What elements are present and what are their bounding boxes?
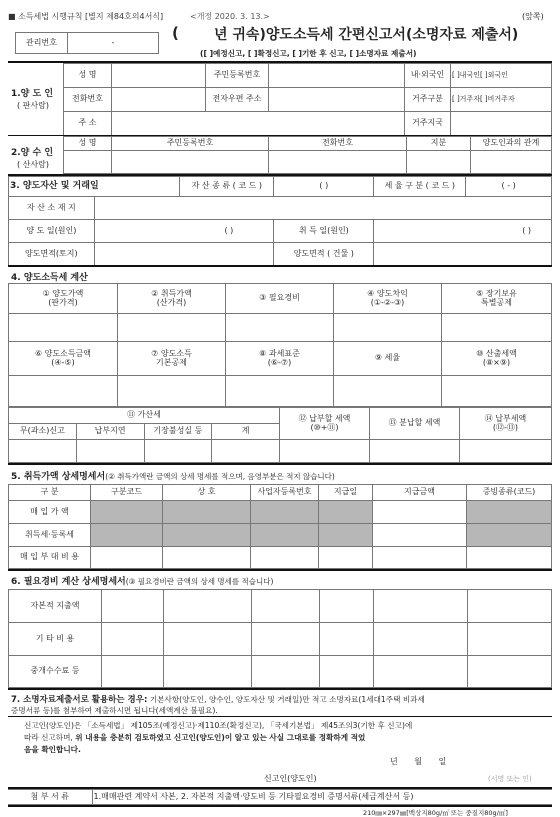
title-open-paren: (	[172, 24, 179, 42]
s3-asset-type-label: 자 산 종 류 ( 코 드 )	[180, 177, 274, 197]
s5-shade	[91, 524, 163, 547]
s4-addtax-in-1[interactable]	[9, 440, 77, 463]
s2-relation-input[interactable]	[471, 151, 552, 174]
s1-rrn-input[interactable]	[269, 64, 405, 88]
s5-input[interactable]	[91, 547, 163, 569]
s2-title: 2.양 수 인	[11, 148, 54, 158]
s1-phone-label: 전화번호	[64, 88, 112, 112]
s6-input[interactable]	[102, 590, 164, 623]
s5-col-company: 상 호	[163, 485, 251, 501]
s3-tax-type-input[interactable]: ( - )	[466, 177, 552, 197]
attach-text: 1.매매관련 계약서 사본, 2. 자본적 지출액·양도비 등 기타필요경비 증명서류(세금계산서 등)	[92, 790, 552, 805]
s5-col-bizno: 사업자등록번호	[251, 485, 319, 501]
s3-area-bldg-label: 양도면적 ( 건물 )	[274, 243, 374, 266]
s6-table	[8, 589, 552, 688]
s1-natl-label: 내·외국인	[405, 64, 451, 88]
s6-input[interactable]	[252, 656, 320, 688]
s4-expenses: ③ 필요경비	[226, 284, 334, 314]
page-title: 년 귀속)양도소득세 간편신고서(소명자료 제출서)	[214, 27, 519, 43]
s1-subtitle: ( 판사람)	[17, 101, 49, 110]
s3-transfer-date-label: 양 도 일(원인)	[9, 220, 95, 243]
s4-title: 4. 양도소득세 계산	[11, 273, 88, 283]
s5-row-purchase: 매 입 가 액	[9, 501, 91, 524]
s5-amount-input[interactable]	[373, 501, 467, 524]
s4-addtax-label: ⑪ 가산세	[9, 408, 280, 424]
s5-shade	[467, 524, 552, 547]
s4-due-input[interactable]	[280, 440, 370, 463]
s6-row-capital: 자본적 지출액	[9, 590, 102, 623]
s4-due-label: ⑫ 납부할 세액 (⑩+⑪)	[280, 408, 370, 440]
s4-in-6[interactable]	[9, 376, 118, 407]
s6-input[interactable]	[320, 656, 374, 688]
s4-pay-input[interactable]	[460, 440, 552, 463]
s4-addtax-in-2[interactable]	[76, 440, 144, 463]
s1-rrn-label: 주민등록번호	[206, 64, 269, 88]
s4-in-10[interactable]	[442, 376, 552, 407]
s2-table	[63, 136, 552, 174]
s6-input[interactable]	[320, 623, 374, 656]
s7-line1	[11, 693, 425, 705]
s2-name-input[interactable]	[64, 151, 112, 174]
s5-shade	[467, 501, 552, 524]
s5-col-proof: 증빙종류(코드)	[467, 485, 552, 501]
s5-shade	[163, 501, 251, 524]
s6-input[interactable]	[468, 590, 552, 623]
paper-spec: 210㎜×297㎜[백상지80g/㎡ 또는 중질지80g/㎡]	[363, 809, 508, 817]
s5-input[interactable]	[251, 547, 319, 569]
s2-col-name: 성 명	[64, 137, 112, 151]
s5-title	[11, 469, 335, 482]
s2-subtitle: ( 산사람)	[17, 160, 49, 169]
decl-line2	[24, 732, 365, 743]
s1-table	[63, 63, 552, 136]
s5-col-kind: 구 분	[9, 485, 91, 501]
s6-input[interactable]	[252, 590, 320, 623]
s6-title-text: 6. 필요경비 계산 상세명세서	[11, 577, 126, 587]
s2-col-share: 지분	[407, 137, 471, 151]
s6-input[interactable]	[374, 590, 468, 623]
s6-input[interactable]	[320, 590, 374, 623]
s5-input[interactable]	[373, 547, 467, 569]
s4-in-7[interactable]	[118, 376, 226, 407]
s4-in-3[interactable]	[226, 314, 334, 342]
s6-input[interactable]	[164, 623, 252, 656]
s2-share-input[interactable]	[407, 151, 471, 174]
s4-in-8[interactable]	[226, 376, 334, 407]
s1-country-label: 거주지국	[405, 112, 451, 136]
s6-input[interactable]	[102, 623, 164, 656]
s4-in-1[interactable]	[9, 314, 118, 342]
s5-col-paydate: 지급일	[319, 485, 373, 501]
s1-name-label: 성 명	[64, 64, 112, 88]
s1-addr-input[interactable]	[112, 112, 405, 136]
s5-col-code: 구분코드	[91, 485, 163, 501]
s1-title: 1.양 도 인	[11, 89, 54, 99]
s3-location-label: 자 산 소 재 지	[9, 197, 95, 220]
s4-in-5[interactable]	[442, 314, 552, 342]
s1-email-input[interactable]	[269, 88, 405, 112]
s3-area-land-input[interactable]	[94, 243, 274, 266]
s6-input[interactable]	[374, 656, 468, 688]
s4-split-input[interactable]	[370, 440, 460, 463]
s4-transfer-price: ① 양도가액 (판가격)	[9, 284, 118, 314]
s4-gain: ④ 양도차익 (①-②-③)	[334, 284, 442, 314]
s4-basic-deduction: ⑦ 양도소득 기본공제	[118, 342, 226, 376]
s1-country-input[interactable]	[451, 112, 552, 136]
s5-row-incidental: 매 입 부 대 비 용	[9, 547, 91, 569]
s7-text2: 증명서류 등)를 첨부하여 제출하시면 됩니다(세액계산 불필요).	[11, 706, 218, 715]
s5-input[interactable]	[467, 547, 552, 569]
s1-phone-input[interactable]	[112, 88, 206, 112]
s3-area-land-label: 양도면적(토지)	[9, 243, 95, 266]
s5-note: (② 취득가액란 금액의 상세 명세를 적으며, 음영부분은 적지 않습니다)	[105, 472, 335, 481]
s4-split-label: ⑬ 분납할 세액	[370, 408, 460, 440]
s1-addr-label: 주 소	[64, 112, 112, 136]
manage-number-value[interactable]: -	[68, 33, 159, 54]
s4-longterm-deduction: ⑤ 장기보유 특별공제	[442, 284, 552, 314]
s4-addtax-col-unreported: 무(과소)신고	[9, 424, 77, 440]
s6-input[interactable]	[164, 656, 252, 688]
revision-label: <개정 2020. 3. 13.>	[190, 12, 270, 21]
s1-resid-options[interactable]: [ ]거주자[ ]비거주자	[451, 88, 552, 112]
s4-income: ⑥ 양도소득금액 (④-⑤)	[9, 342, 118, 376]
s5-shade	[319, 501, 373, 524]
s2-phone-input[interactable]	[269, 151, 407, 174]
s3-transfer-date-input[interactable]: ( )	[94, 220, 274, 243]
s3-acquire-date-input[interactable]: ( )	[374, 220, 552, 243]
decl-line3: 음을 확인합니다.	[24, 745, 81, 754]
s4-computed-tax: ⑩ 산출세액 (⑧×⑨)	[442, 342, 552, 376]
s1-natl-options[interactable]: [ ]내국인[ ]외국인	[451, 64, 552, 88]
s4-in-9[interactable]	[334, 376, 442, 407]
s4-table	[8, 283, 552, 407]
s5-amount-input[interactable]	[373, 524, 467, 547]
s6-input[interactable]	[164, 590, 252, 623]
s7-title: 7. 소명자료제출서로 활용하는 경우:	[11, 695, 148, 705]
manage-number-label: 관리번호	[16, 33, 68, 54]
s4-acquire-price: ② 취득가액 (산가격)	[118, 284, 226, 314]
decl-date[interactable]: 년 월 일	[390, 757, 447, 766]
s4-addtax-col-late: 납부지연	[76, 424, 144, 440]
s5-input[interactable]	[319, 547, 373, 569]
page-subtitle: ([ ]예정신고, [ ]확정신고, [ ]기한 후 신고, [ ]소명자료 제출서)	[200, 49, 417, 58]
page-side-label: (앞쪽)	[522, 12, 544, 21]
s6-row-other: 기 타 비 용	[9, 623, 102, 656]
s6-input[interactable]	[468, 656, 552, 688]
form-rule-label: ■ 소득세법 시행규칙 [별지 제84호의4서식]	[8, 12, 164, 21]
s5-shade	[163, 524, 251, 547]
decl-line1: 신고인(양도인)은 「소득세법」 제105조(예정신고)·제110조(확정신고), 「국세기본법」 제45조의3(기한 후 신고)에	[24, 721, 413, 730]
s1-email-label: 전자우편 주소	[206, 88, 269, 112]
s4-addtax-in-4[interactable]	[212, 440, 280, 463]
s5-shade	[251, 524, 319, 547]
s4-addtax-col-bookkeeping: 기장불성실 등	[144, 424, 212, 440]
s3-location-input[interactable]	[94, 197, 551, 220]
s5-row-acqtax: 취득세·등록세	[9, 524, 91, 547]
s2-col-phone: 전화번호	[269, 137, 407, 151]
s6-input[interactable]	[468, 623, 552, 656]
decl-line2a: 따라 신고하며,	[24, 733, 76, 742]
manage-number-box	[15, 32, 159, 54]
s1-resid-label: 거주구분	[405, 88, 451, 112]
decl-sign-note[interactable]: (서명 또는 인)	[488, 775, 532, 783]
s7-text1: 기본사항(양도인, 양수인, 양도자산 및 거래일)만 적고 소명자료(1세대1주택 비과세	[149, 695, 425, 704]
s6-note: (③ 필요경비란 금액의 상세 명세를 적습니다)	[125, 577, 274, 586]
s6-input[interactable]	[374, 623, 468, 656]
s5-shade	[319, 524, 373, 547]
s4-addtax-col-total: 계	[212, 424, 280, 440]
s4-pay-label: ⑭ 납부세액 (⑫-⑬)	[460, 408, 552, 440]
s6-title	[11, 574, 273, 587]
s5-col-amount: 지급금액	[373, 485, 467, 501]
decl-line2b: 위 내용을 충분히 검토하였고 신고인(양도인)이 알고 있는 사실 그대로를 정확하게 적었	[75, 733, 366, 742]
s3-acquire-date-label: 취 득 일(원인)	[274, 220, 374, 243]
s5-table	[8, 484, 552, 569]
s4-addtax-table	[8, 407, 552, 463]
s4-tax-base: ⑧ 과세표준 (⑥-⑦)	[226, 342, 334, 376]
s5-shade	[91, 501, 163, 524]
s2-rrn-input[interactable]	[112, 151, 269, 174]
s2-col-rrn: 주민등록번호	[112, 137, 269, 151]
decl-signer: 신고인(양도인)	[264, 774, 317, 783]
s5-shade	[251, 501, 319, 524]
s3-title: 3. 양도자산 및 거래일	[9, 177, 180, 197]
s2-col-relation: 양도인과의 관계	[471, 137, 552, 151]
s4-tax-rate: ⑨ 세율	[334, 342, 442, 376]
s6-row-brokerage: 중개수수료 등	[9, 656, 102, 688]
s3-area-bldg-input[interactable]	[374, 243, 552, 266]
s1-name-input[interactable]	[112, 64, 206, 88]
s5-input[interactable]	[163, 547, 251, 569]
s6-input[interactable]	[102, 656, 164, 688]
s5-title-text: 5. 취득가액 상세명세서	[11, 472, 106, 482]
s6-input[interactable]	[252, 623, 320, 656]
s4-in-2[interactable]	[118, 314, 226, 342]
s3-asset-type-input[interactable]: ( )	[274, 177, 374, 197]
attach-label: 첨 부 서 류	[8, 790, 92, 805]
s4-in-4[interactable]	[334, 314, 442, 342]
s3-tax-type-label: 세 율 구 분 ( 코 드 )	[374, 177, 466, 197]
s3-table	[8, 176, 552, 266]
attach-table	[8, 789, 552, 805]
s4-addtax-in-3[interactable]	[144, 440, 212, 463]
